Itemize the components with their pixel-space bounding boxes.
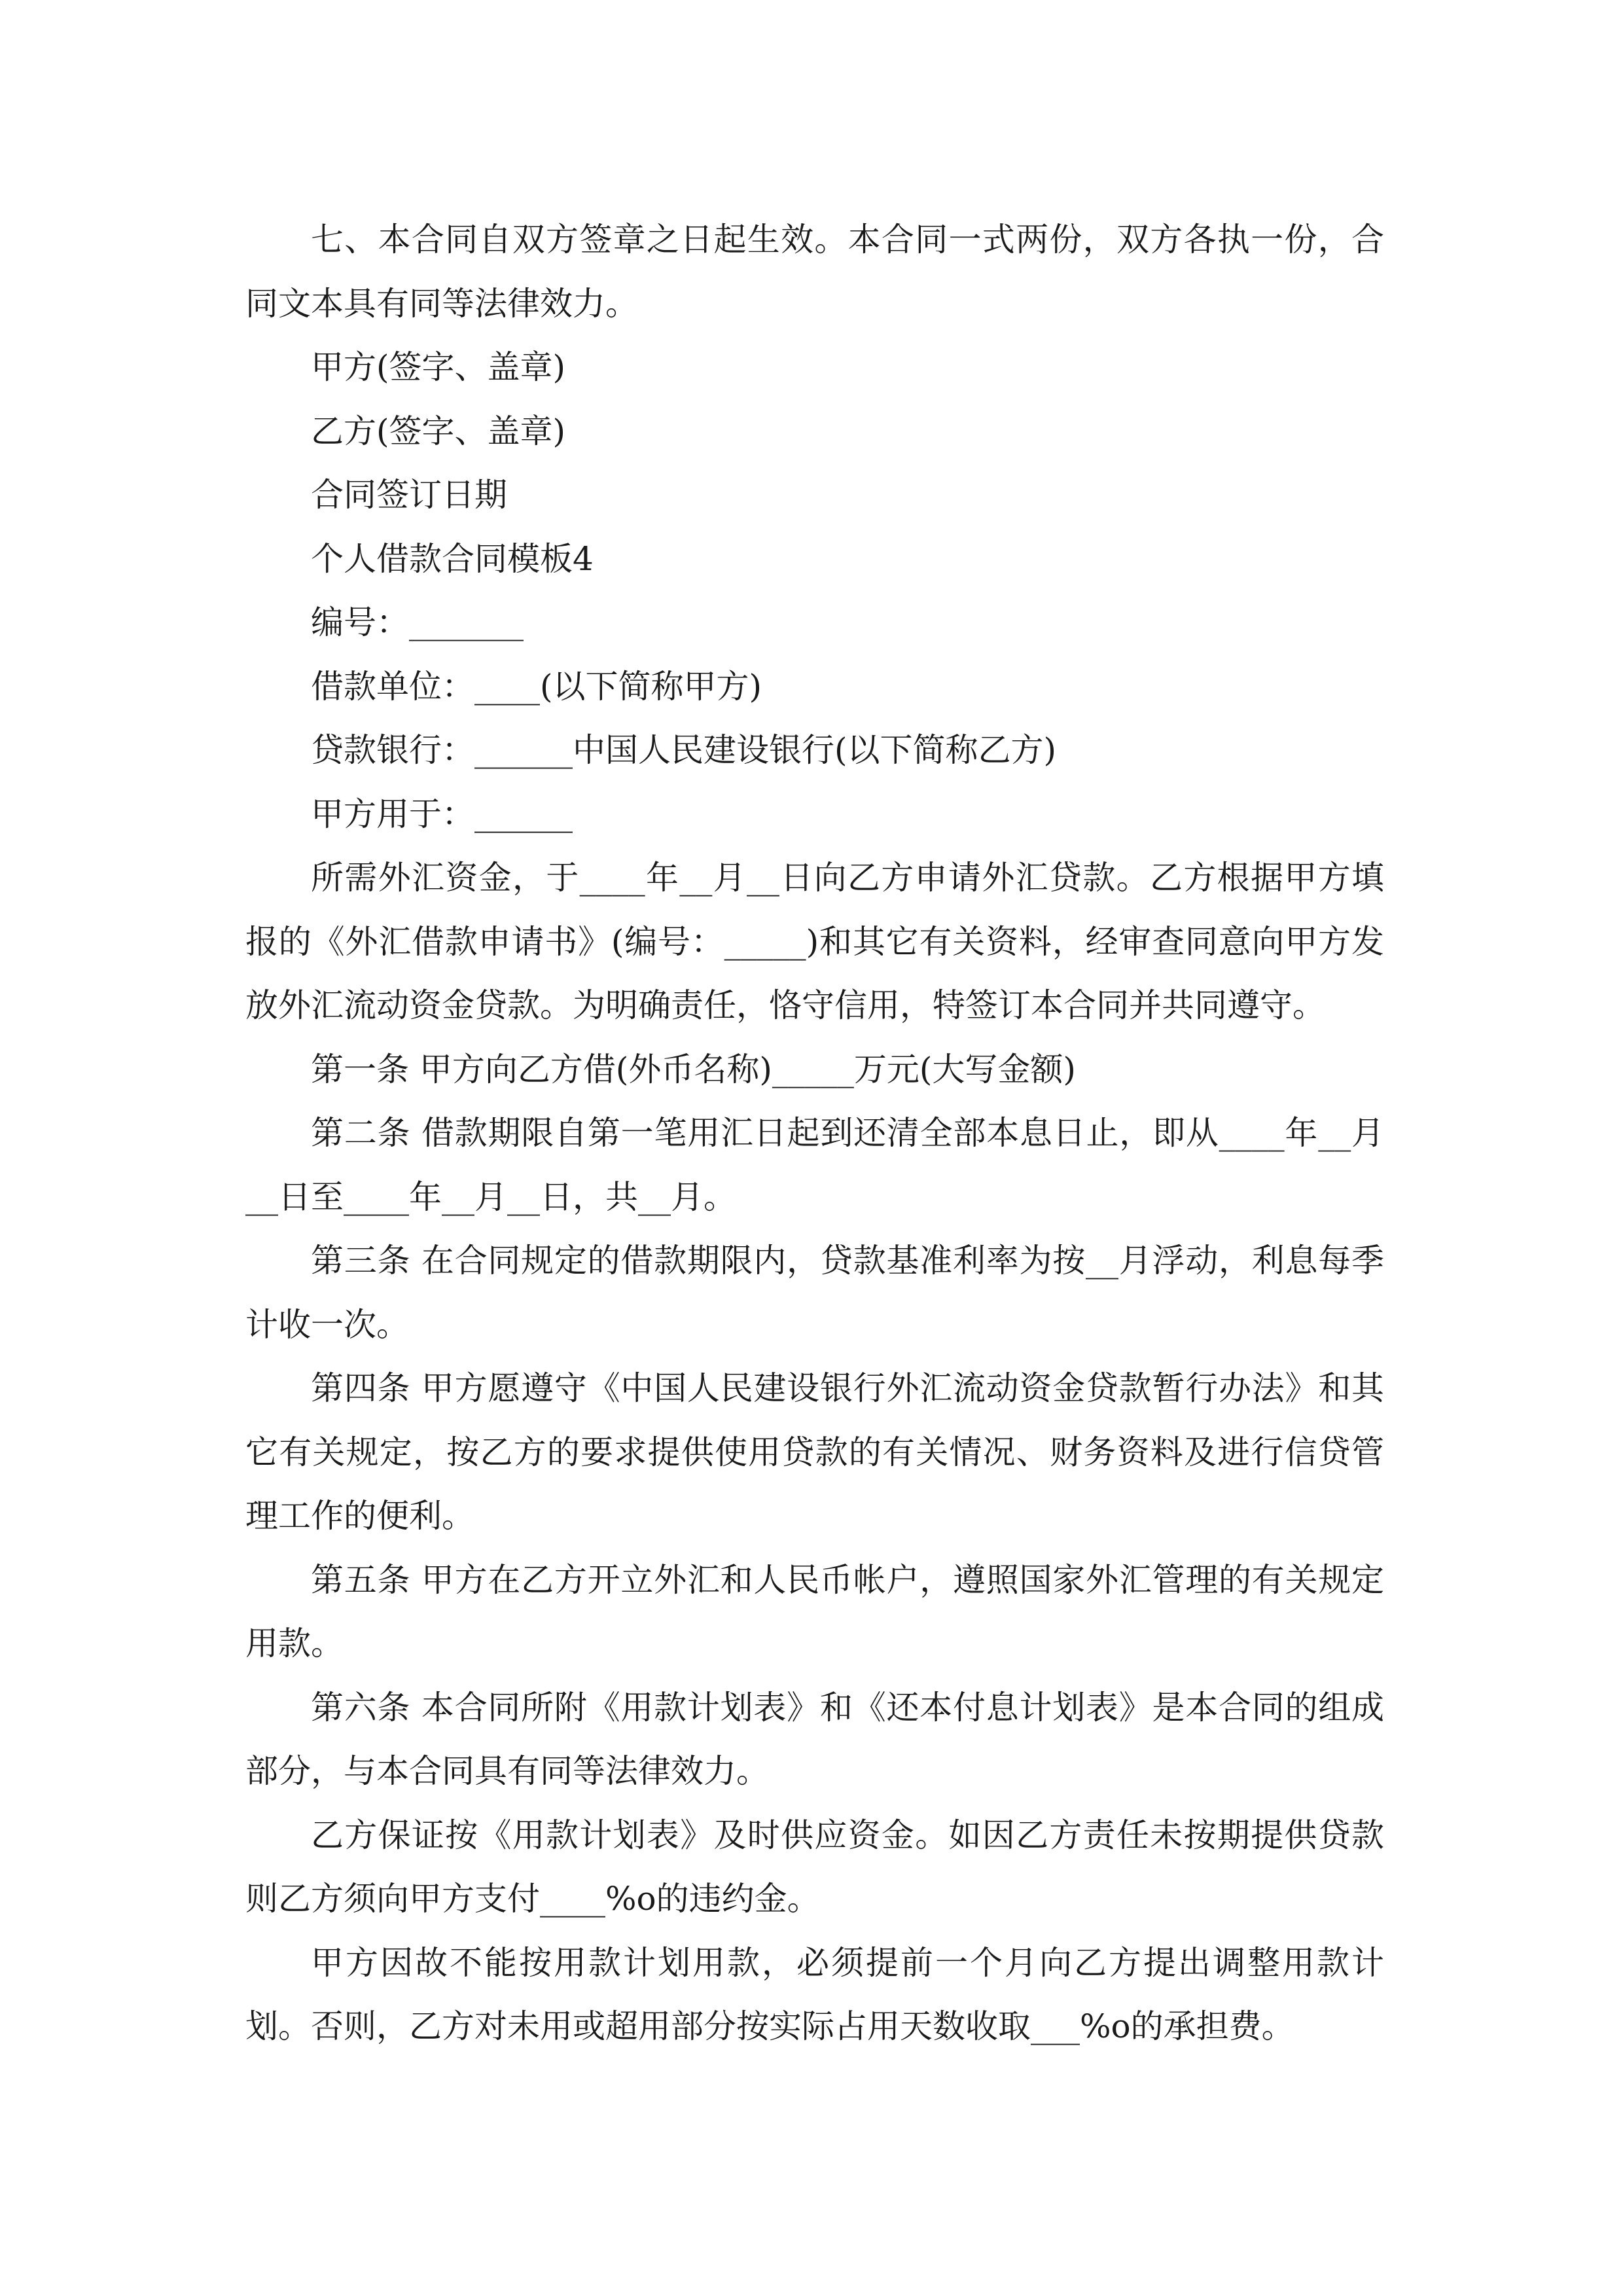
article-1: 第一条 甲方向乙方借(外币名称)_____万元(大写金额)	[311, 1050, 1076, 1088]
party-b-signature-line: 乙方(签字、盖章)	[311, 412, 566, 450]
article-5: 第五条 甲方在乙方开立外汇和人民币帐户，遵照国家外汇管理的有关规定用款。	[245, 1560, 1384, 1662]
document-page	[245, 208, 1384, 2059]
article-3: 第三条 在合同规定的借款期限内，贷款基准利率为按__月浮动，利息每季计收一次。	[245, 1242, 1384, 1344]
contract-date-line: 合同签订日期	[311, 476, 507, 514]
borrower-line: 借款单位：____(以下简称甲方)	[311, 667, 762, 706]
purpose-line: 甲方用于：______	[311, 795, 573, 833]
paragraph-party-b-guarantee: 乙方保证按《用款计划表》及时供应资金。如因乙方责任未按期提供贷款则乙方须向甲方支付____%o的违约金。	[245, 1816, 1384, 1918]
paragraph-party-a-adjustment: 甲方因故不能按用款计划用款，必须提前一个月向乙方提出调整用款计划。否则，乙方对未用或超用部分按实际占用天数收取___%o的承担费。	[245, 1943, 1384, 2045]
template-title: 个人借款合同模板4	[311, 539, 594, 578]
lender-bank-line: 贷款银行：______中国人民建设银行(以下简称乙方)	[311, 731, 1057, 769]
article-2: 第二条 借款期限自第一笔用汇日起到还清全部本息日止，即从____年__月__日至____年__月__日，共__月。	[245, 1114, 1384, 1216]
contract-number-line: 编号：_______	[311, 603, 524, 641]
article-6: 第六条 本合同所附《用款计划表》和《还本付息计划表》是本合同的组成部分，与本合同具有同等法律效力。	[245, 1688, 1384, 1790]
article-4: 第四条 甲方愿遵守《中国人民建设银行外汇流动资金贷款暂行办法》和其它有关规定，按乙方的要求提供使用贷款的有关情况、财务资料及进行信贷管理工作的便利。	[245, 1369, 1384, 1535]
paragraph-effective-clause: 七、本合同自双方签章之日起生效。本合同一式两份，双方各执一份，合同文本具有同等法律效力。	[245, 221, 1384, 323]
party-a-signature-line: 甲方(签字、盖章)	[311, 348, 566, 386]
paragraph-application: 所需外汇资金，于____年__月__日向乙方申请外汇贷款。乙方根据甲方填报的《外汇借款申请书》(编号：_____)和其它有关资料，经审查同意向甲方发放外汇流动资金贷款。为明确责任，恪守信用，特签订本合同并共同遵守。	[245, 859, 1384, 1024]
